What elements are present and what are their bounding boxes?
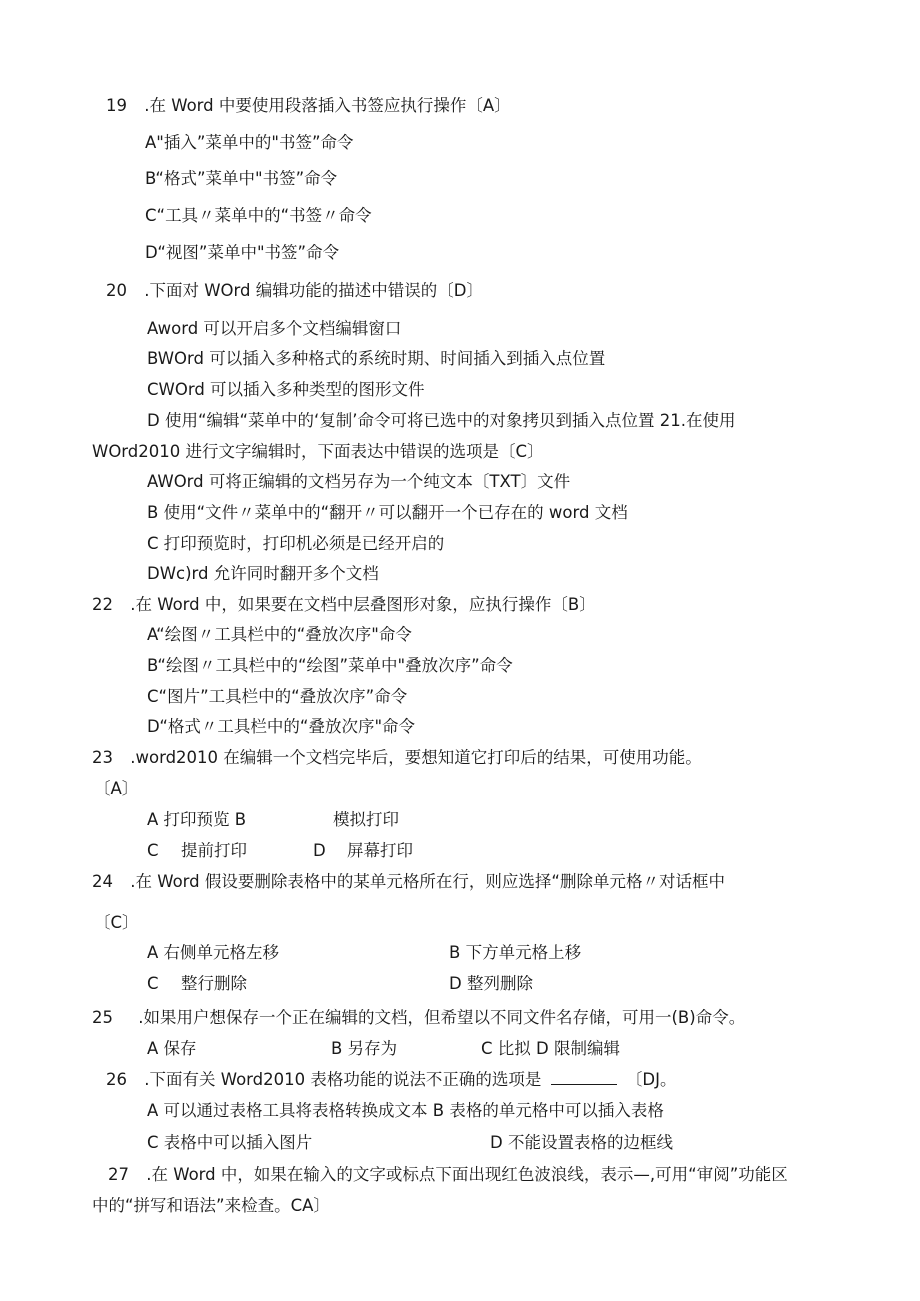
option-c-letter: C: [147, 974, 159, 993]
option-c: C“工具〃菜单中的“书签〃命令: [145, 206, 372, 225]
option-b: B 下方单元格上移: [449, 943, 582, 962]
question-27-continuation: 中的“拼写和语法”来检查。CA〕: [92, 1196, 330, 1215]
answer-mark: 〔C〕: [94, 913, 139, 932]
answer-mark: 〔A〕: [94, 779, 139, 798]
question-26: [106, 1069, 676, 1091]
option-d: D 不能设置表格的边框线: [490, 1133, 673, 1152]
option-c-d: C 比拟 D 限制编辑: [481, 1039, 620, 1058]
question-stem: .在 Word 假设要删除表格中的某单元格所在行，则应选择“删除单元格〃对话框中: [130, 872, 725, 891]
question-27: [108, 1164, 788, 1186]
answer-blank: [551, 1070, 617, 1085]
option-a: A 右侧单元格左移: [147, 943, 280, 962]
option-d: D 整列删除: [449, 974, 533, 993]
option-a-b: A 可以通过表格工具将表格转换成文本 B 表格的单元格中可以插入表格: [147, 1101, 664, 1120]
option-b: 模拟打印: [333, 810, 399, 829]
option-a: AWOrd 可将正编辑的文档另存为一个纯文本〔TXT〕文件: [147, 472, 571, 491]
option-c: 整行删除: [181, 974, 247, 993]
question-stem: .下面有关 Word2010 表格功能的说法不正确的选项是: [144, 1070, 542, 1089]
option-a: A 保存: [147, 1039, 197, 1058]
question-number: 19: [106, 96, 127, 115]
question-stem: .如果用户想保存一个正在编辑的文档，但希望以不同文件名存储，可用一(B)命令。: [138, 1008, 746, 1027]
option-d: DWc)rd 允许同时翻开多个文档: [147, 564, 379, 583]
option-c: C“图片”工具栏中的“叠放次序”命令: [147, 687, 408, 706]
option-b: B 另存为: [331, 1039, 398, 1058]
option-a: A"插入”菜单中的"书签”命令: [145, 133, 354, 152]
question-number: 23: [92, 748, 113, 767]
question-20: [106, 280, 483, 302]
question-21-stem: WOrd2010 进行文字编辑时，下面表达中错误的选项是〔C〕: [92, 442, 544, 461]
question-number: 24: [92, 872, 113, 891]
option-c: 提前打印: [181, 841, 247, 860]
question-22: [92, 594, 596, 616]
option-c: C 打印预览时，打印机必须是已经开启的: [147, 534, 445, 553]
question-number: 25: [92, 1008, 113, 1027]
option-a: A“绘图〃工具栏中的“叠放次序"命令: [147, 625, 412, 644]
option-d: D“视图”菜单中"书签”命令: [145, 243, 340, 262]
option-c-letter: C: [147, 841, 159, 860]
question-number: 27: [108, 1165, 129, 1184]
question-stem: .在 Word 中要使用段落插入书签应执行操作〔A〕: [144, 96, 511, 115]
option-b: B 使用“文件〃菜单中的“翻开〃可以翻开一个已存在的 word 文档: [147, 503, 628, 522]
option-c: C 表格中可以插入图片: [147, 1133, 313, 1152]
question-number: 26: [106, 1070, 127, 1089]
question-25: [92, 1007, 745, 1029]
answer-mark: 〔DJ。: [625, 1070, 677, 1089]
option-d: D“格式〃工具栏中的“叠放次序"命令: [147, 717, 416, 736]
option-a: A 打印预览 B: [147, 810, 247, 829]
question-24: [92, 871, 725, 893]
option-c: CWOrd 可以插入多种类型的图形文件: [147, 380, 425, 399]
option-d: 屏幕打印: [347, 841, 413, 860]
option-b: B“绘图〃工具栏中的“绘图”菜单中"叠放次序”命令: [147, 656, 513, 675]
question-19: [106, 95, 511, 117]
question-stem: .下面对 WOrd 编辑功能的描述中错误的〔D〕: [144, 281, 483, 300]
question-23: [92, 747, 702, 769]
option-b: B“格式”菜单中"书签”命令: [145, 169, 338, 188]
question-stem: .在 Word 中，如果要在文档中层叠图形对象，应执行操作〔B〕: [130, 595, 596, 614]
question-number: 20: [106, 281, 127, 300]
question-stem: .word2010 在编辑一个文档完毕后，要想知道它打印后的结果，可使用功能。: [130, 748, 702, 767]
option-a: Aword 可以开启多个文档编辑窗口: [147, 319, 402, 338]
option-b: BWOrd 可以插入多种格式的系统时期、时间插入到插入点位置: [147, 349, 606, 368]
question-stem: .在 Word 中，如果在输入的文字或标点下面出现红色波浪线，表示—,可用“审阅”功能区: [146, 1165, 788, 1184]
option-d: D 使用“编辑“菜单中的‘复制’命令可将已选中的对象拷贝到插入点位置 21.在使用: [147, 411, 736, 430]
question-number: 22: [92, 595, 113, 614]
option-d-letter: D: [313, 841, 326, 860]
